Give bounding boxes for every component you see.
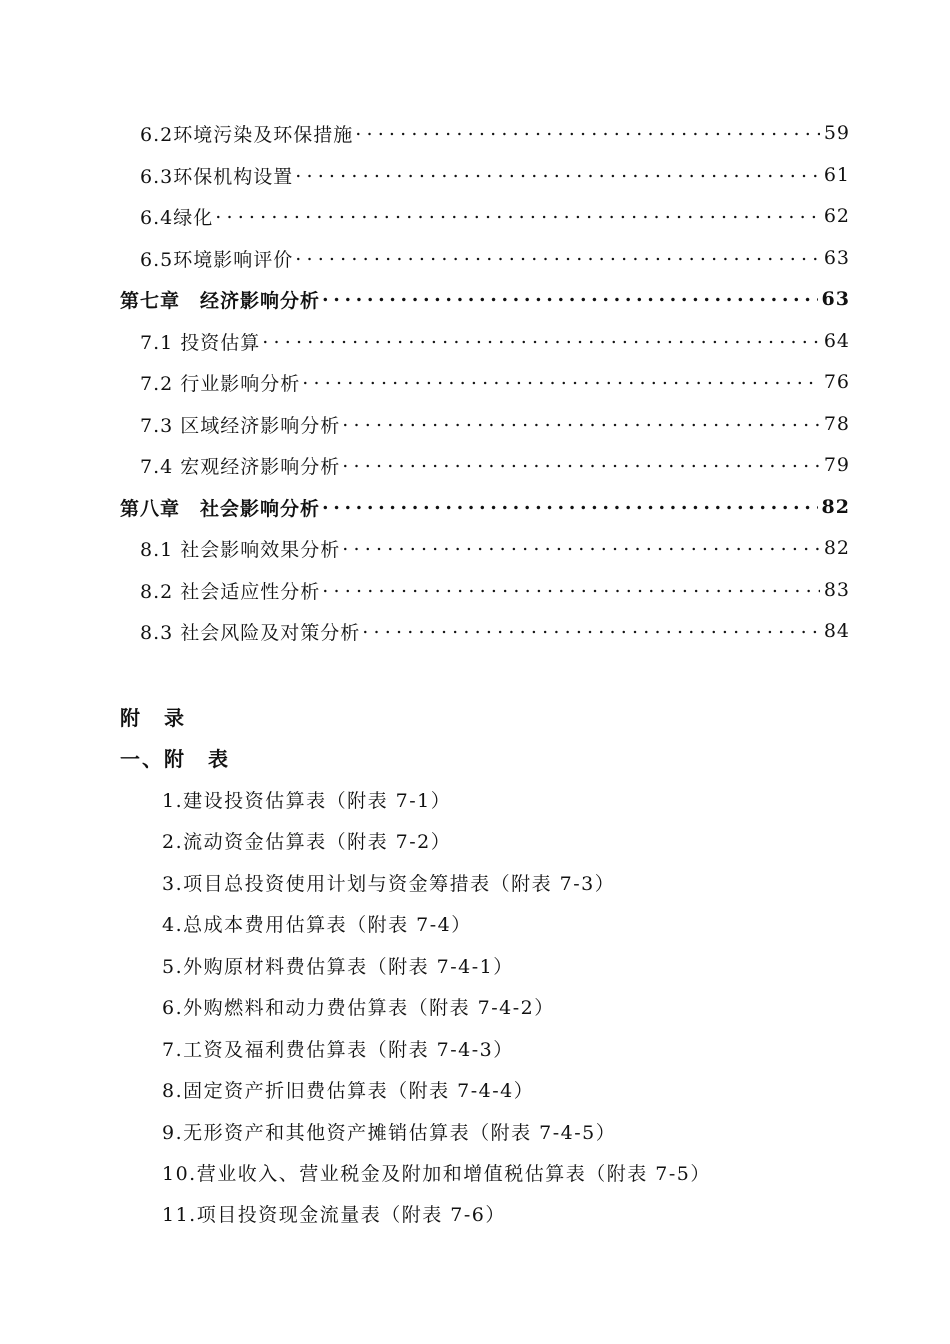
- appendix-list-item[interactable]: 2.流动资金估算表（附表 7-2）: [162, 831, 452, 853]
- toc-label: 8.3 社会风险及对策分析: [140, 621, 361, 644]
- toc-label: 7.1 投资估算: [140, 331, 261, 354]
- toc-page-number: 76: [823, 371, 850, 393]
- toc-entry[interactable]: [0, 243, 850, 273]
- toc-label: 7.2 行业影响分析: [140, 372, 301, 395]
- appendix-list-item[interactable]: 3.项目总投资使用计划与资金筹措表（附表 7-3）: [162, 873, 616, 895]
- dot-leader: [355, 118, 820, 148]
- toc-page-number: 84: [823, 620, 850, 642]
- toc-entry[interactable]: [0, 326, 850, 356]
- dot-leader: [342, 450, 820, 480]
- toc-label: 8.1 社会影响效果分析: [140, 538, 341, 561]
- dot-leader: [362, 616, 820, 646]
- toc-label: 6.5环境影响评价: [140, 248, 294, 271]
- appendix-list-item[interactable]: 11.项目投资现金流量表（附表 7-6）: [162, 1204, 506, 1226]
- toc-entry[interactable]: [0, 533, 850, 563]
- toc-page-number: 79: [823, 454, 850, 476]
- dot-leader: [302, 367, 820, 397]
- appendix-list-item[interactable]: 8.固定资产折旧费估算表（附表 7-4-4）: [162, 1080, 535, 1102]
- toc-entry[interactable]: [0, 450, 850, 480]
- toc-page-number: 82: [821, 496, 850, 518]
- toc-chapter-label: 第七章 经济影响分析: [120, 289, 321, 312]
- toc-page-number: 63: [821, 288, 850, 310]
- dot-leader: [322, 575, 820, 605]
- dot-leader: [342, 533, 820, 563]
- dot-leader: [342, 409, 820, 439]
- appendix-list-item[interactable]: 9.无形资产和其他资产摊销估算表（附表 7-4-5）: [162, 1122, 617, 1144]
- toc-label: 6.3环保机构设置: [140, 165, 294, 188]
- toc-page-number: 82: [823, 537, 850, 559]
- toc-chapter-entry[interactable]: [0, 492, 850, 522]
- toc-entry[interactable]: [0, 201, 850, 231]
- toc-page-number: 63: [823, 247, 850, 269]
- toc-entry[interactable]: [0, 409, 850, 439]
- toc-entry[interactable]: [0, 575, 850, 605]
- toc-entry[interactable]: [0, 118, 850, 148]
- toc-label: 7.4 宏观经济影响分析: [140, 455, 341, 478]
- toc-page-number: 62: [823, 205, 850, 227]
- toc-entry[interactable]: [0, 367, 850, 397]
- dot-leader: [295, 243, 820, 273]
- dot-leader: [295, 160, 820, 190]
- appendix-subtitle: 一、附 表: [120, 747, 230, 771]
- appendix-list-item[interactable]: 10.营业收入、营业税金及附加和增值税估算表（附表 7-5）: [162, 1163, 711, 1185]
- toc-page-number: 59: [823, 122, 850, 144]
- dot-leader: [322, 492, 818, 522]
- appendix-list-item[interactable]: 6.外购燃料和动力费估算表（附表 7-4-2）: [162, 997, 555, 1019]
- toc-label: 7.3 区域经济影响分析: [140, 414, 341, 437]
- dot-leader: [215, 201, 820, 231]
- toc-label: 6.2环境污染及环保措施: [140, 123, 354, 146]
- toc-page-number: 64: [823, 330, 850, 352]
- appendix-list-item[interactable]: 5.外购原材料费估算表（附表 7-4-1）: [162, 956, 514, 978]
- toc-page-number: 83: [823, 579, 850, 601]
- toc-entry[interactable]: [0, 616, 850, 646]
- toc-label: 6.4绿化: [140, 206, 214, 229]
- toc-entry[interactable]: [0, 160, 850, 190]
- toc-page-number: 78: [823, 413, 850, 435]
- toc-page-number: 61: [823, 164, 850, 186]
- appendix-list-item[interactable]: 1.建设投资估算表（附表 7-1）: [162, 790, 452, 812]
- toc-label: 8.2 社会适应性分析: [140, 580, 321, 603]
- appendix-title: 附 录: [120, 706, 186, 730]
- toc-chapter-label: 第八章 社会影响分析: [120, 497, 321, 520]
- toc-chapter-entry[interactable]: [0, 284, 850, 314]
- dot-leader: [262, 326, 820, 356]
- dot-leader: [322, 284, 818, 314]
- appendix-list-item[interactable]: 7.工资及福利费估算表（附表 7-4-3）: [162, 1039, 514, 1061]
- appendix-list-item[interactable]: 4.总成本费用估算表（附表 7-4）: [162, 914, 472, 936]
